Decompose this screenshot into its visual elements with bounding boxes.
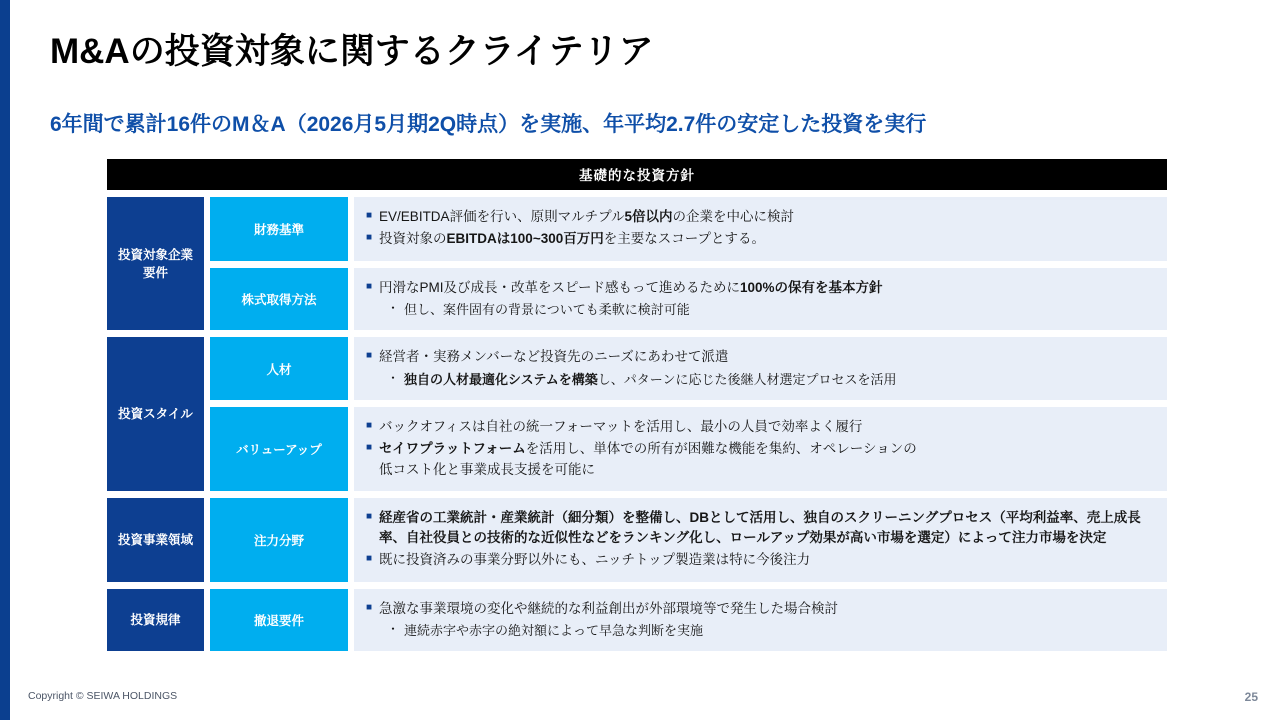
bullet-square-icon: ■ bbox=[366, 210, 373, 221]
criteria-content bbox=[354, 407, 1167, 491]
criteria-label: 注力分野 bbox=[210, 498, 348, 582]
criteria-block bbox=[210, 498, 1167, 582]
criteria-content bbox=[354, 498, 1167, 582]
bullet-square-icon: ■ bbox=[366, 553, 373, 565]
category-cell: 投資対象企業 要件 bbox=[107, 197, 204, 330]
left-accent-bar bbox=[0, 0, 10, 720]
page-subtitle: 6年間で累計16件のM＆A（2026月5月期2Q時点）を実施、年平均2.7件の安定した投資を実行 bbox=[50, 113, 927, 136]
bullet-text: 但し、案件固有の背景についても柔軟に検討可能 bbox=[404, 301, 690, 317]
bullet-square-icon: ■ bbox=[366, 442, 373, 454]
bullet-square-icon: ■ bbox=[366, 350, 373, 362]
bullet-text: 独自の人材最適化システムを構築し、パターンに応じた後継人材選定プロセスを活用 bbox=[404, 371, 897, 387]
criteria-label: 人材 bbox=[210, 337, 348, 400]
bullet-item bbox=[366, 621, 1155, 641]
category-blocks bbox=[210, 498, 1167, 582]
bullet-square-icon: ■ bbox=[366, 232, 373, 244]
criteria-label: 撤退要件 bbox=[210, 589, 348, 652]
matrix-header: 基礎的な投資方針 bbox=[107, 159, 1167, 190]
category-blocks bbox=[210, 337, 1167, 491]
matrix-row bbox=[107, 589, 1167, 652]
bullet-text: 既に投資済みの事業分野以外にも、ニッチトップ製造業は特に今後注力 bbox=[379, 552, 811, 568]
matrix-row bbox=[107, 337, 1167, 491]
bullet-item bbox=[366, 439, 1155, 480]
bullet-item bbox=[366, 599, 1155, 619]
bullet-item bbox=[366, 370, 1155, 390]
bullet-item bbox=[366, 229, 1155, 249]
copyright-footer: Copyright © SEIWA HOLDINGS bbox=[28, 690, 178, 702]
bullet-text: 急激な事業環境の変化や継続的な利益創出が外部環境等で発生した場合検討 bbox=[379, 600, 839, 616]
criteria-block bbox=[210, 407, 1167, 491]
bullet-square-icon: ■ bbox=[366, 601, 373, 613]
bullet-item bbox=[366, 508, 1155, 549]
category-cell: 投資規律 bbox=[107, 589, 204, 652]
bullet-text: バックオフィスは自社の統一フォーマットを活用し、最小の人員で効率よく履行 bbox=[379, 419, 863, 434]
criteria-content bbox=[354, 268, 1167, 331]
criteria-block bbox=[210, 197, 1167, 261]
criteria-label: 財務基準 bbox=[210, 197, 348, 261]
bullet-square-icon: ■ bbox=[366, 280, 373, 292]
page-number: 25 bbox=[1244, 690, 1258, 704]
bullet-dot-icon: ・ bbox=[387, 370, 400, 385]
bullet-square-icon: ■ bbox=[366, 510, 373, 522]
criteria-label: バリューアップ bbox=[210, 407, 348, 491]
bullet-item bbox=[366, 347, 1155, 367]
bullet-text: 経営者・実務メンバーなど投資先のニーズにあわせて派遣 bbox=[379, 349, 729, 365]
criteria-block bbox=[210, 589, 1167, 652]
bullet-text: 投資対象のEBITDAは100~300百万円を主要なスコープとする。 bbox=[379, 231, 766, 247]
investment-policy-matrix bbox=[107, 159, 1167, 651]
bullet-text: EV/EBITDA評価を行い、原則マルチプル5倍以内の企業を中心に検討 bbox=[379, 209, 795, 224]
criteria-content bbox=[354, 337, 1167, 400]
bullet-item bbox=[366, 278, 1155, 298]
matrix-rows bbox=[107, 197, 1167, 651]
category-cell: 投資事業領域 bbox=[107, 498, 204, 582]
bullet-item bbox=[366, 207, 1155, 227]
matrix-row bbox=[107, 197, 1167, 330]
criteria-content bbox=[354, 197, 1167, 261]
category-cell: 投資スタイル bbox=[107, 337, 204, 491]
bullet-text: 円滑なPMI及び成長・改革をスピード感もって進めるために100%の保有を基本方針 bbox=[379, 279, 883, 295]
bullet-dot-icon: ・ bbox=[387, 621, 400, 636]
matrix-row bbox=[107, 498, 1167, 582]
bullet-text: 経産省の工業統計・産業統計（細分類）を整備し、DBとして活用し、独自のスクリーニングプロセス（平均利益率、売上成長率、自社役員との技術的な近似性などをランキング化し、ロールアップ効果が高い市場を選定）によって注力市場を決定 bbox=[379, 509, 1141, 545]
criteria-block bbox=[210, 268, 1167, 331]
bullet-item bbox=[366, 417, 1155, 437]
page-title: M&Aの投資対象に関するクライテリア bbox=[50, 32, 654, 71]
bullet-text: セイワプラットフォームを活用し、単体での所有が困難な機能を集約、オペレーションの 低コスト化と事業成長支援を可能に bbox=[379, 441, 917, 477]
bullet-item bbox=[366, 300, 1155, 320]
category-blocks bbox=[210, 197, 1167, 330]
bullet-square-icon: ■ bbox=[366, 420, 373, 431]
criteria-block bbox=[210, 337, 1167, 400]
category-blocks bbox=[210, 589, 1167, 652]
bullet-dot-icon: ・ bbox=[387, 300, 400, 315]
bullet-text: 連続赤字や赤字の絶対額によって早急な判断を実施 bbox=[404, 622, 704, 638]
criteria-content bbox=[354, 589, 1167, 652]
criteria-label: 株式取得方法 bbox=[210, 268, 348, 331]
bullet-item bbox=[366, 550, 1155, 570]
